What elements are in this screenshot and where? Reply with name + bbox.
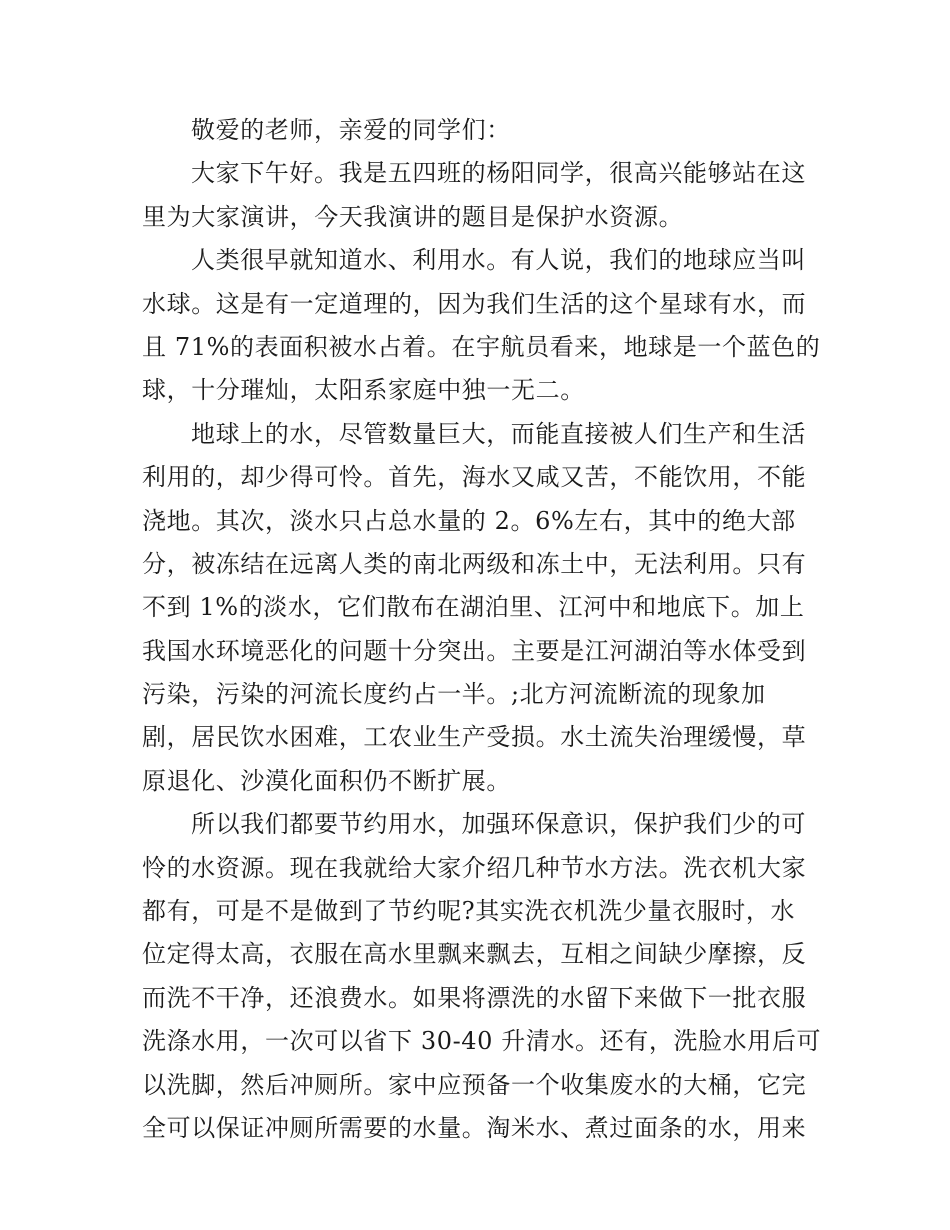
text-line: 大家下午好。我是五四班的杨阳同学，很高兴能够站在这 [191,159,806,188]
text-line: 利用的，却少得可怜。首先，海水又咸又苦，不能饮用，不能 [142,463,807,492]
text-line: 都有，可是不是做到了节约呢?其实洗衣机洗少量衣服时，水 [142,897,796,926]
text-line: 敬爱的老师，亲爱的同学们： [191,116,511,144]
text-line: 洗涤水用，一次可以省下 30-40 升清水。还有，洗脸水用后可 [142,1027,822,1056]
text-line: 且 71%的表面积被水占着。在宇航员看来，地球是一个蓝色的 [142,332,821,361]
text-line: 位定得太高，衣服在高水里飘来飘去，互相之间缺少摩擦，反 [142,940,807,969]
text-line: 怜的水资源。现在我就给大家介绍几种节水方法。洗衣机大家 [142,853,807,882]
speech-body-text [142,109,822,1150]
text-line: 而洗不干净，还浪费水。如果将漂洗的水留下来做下一批衣服 [142,983,807,1012]
text-line: 分，被冻结在远离人类的南北两级和冻土中，无法利用。只有 [142,549,807,578]
text-line: 以洗脚，然后冲厕所。家中应预备一个收集废水的大桶，它完 [142,1070,807,1099]
text-line: 全可以保证冲厕所需要的水量。淘米水、煮过面条的水，用来 [142,1113,807,1142]
text-line: 原退化、沙漠化面积仍不断扩展。 [142,766,511,795]
text-line: 我国水环境恶化的问题十分突出。主要是江河湖泊等水体受到 [142,636,807,665]
text-line: 球，十分璀灿，太阳系家庭中独一无二。 [142,376,585,405]
text-line: 不到 1%的淡水，它们散布在湖泊里、江河中和地底下。加上 [142,593,805,622]
text-line: 所以我们都要节约用水，加强环保意识，保护我们少的可 [191,810,806,839]
text-line: 人类很早就知道水、利用水。有人说，我们的地球应当叫 [191,246,806,275]
text-line: 水球。这是有一定道理的，因为我们生活的这个星球有水，而 [142,289,807,318]
text-line: 剧，居民饮水困难，工农业生产受损。水土流失治理缓慢，草 [142,723,807,752]
text-line: 地球上的水，尽管数量巨大，而能直接被人们生产和生活 [191,419,806,448]
text-line: 里为大家演讲，今天我演讲的题目是保护水资源。 [142,202,684,231]
text-line: 污染，污染的河流长度约占一半。;北方河流断流的现象加 [142,680,766,709]
text-line: 浇地。其次，淡水只占总水量的 2。6%左右，其中的绝大部 [142,506,796,535]
